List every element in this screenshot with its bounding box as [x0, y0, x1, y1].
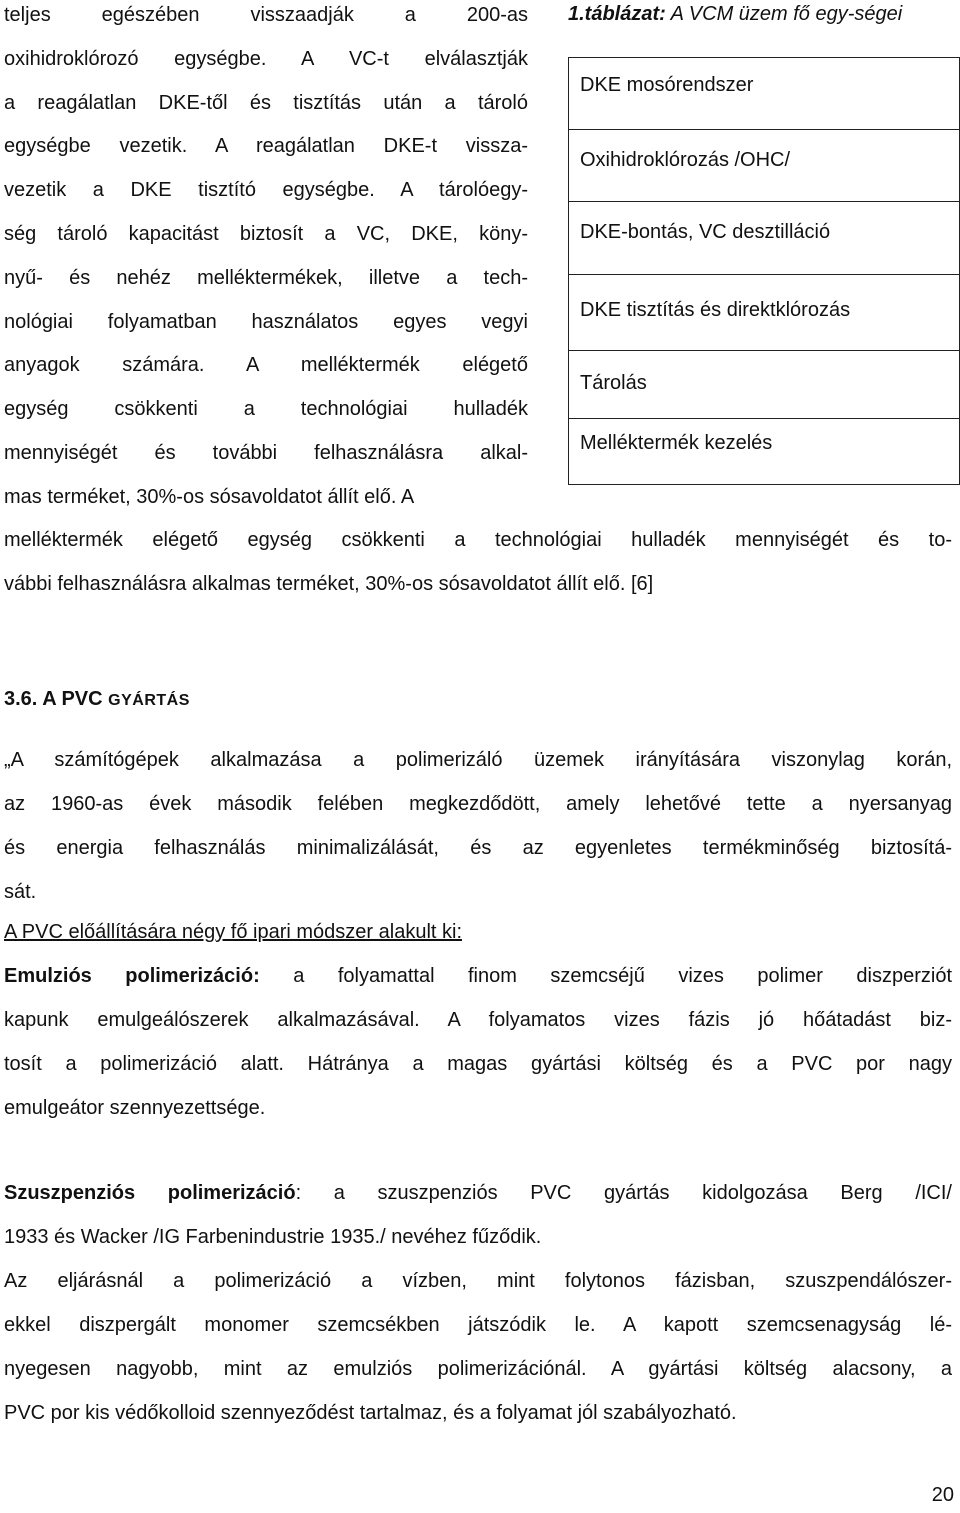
section-title: A PVC [42, 688, 103, 710]
suspension-term: Szuszpenziós polimerizáció [4, 1182, 296, 1204]
emulsion-first-line: a folyamattal finom szemcséjű vizes polimer diszperziót [259, 965, 952, 987]
text-line: teljes egészében visszaadják a 200-as [4, 4, 528, 26]
text-line: „A számítógépek alkalmazása a polimerizáló üzemek irányítására viszonylag korán, [4, 749, 952, 771]
table-cell: Oxihidroklórozás /OHC/ [580, 149, 791, 171]
table-cell: DKE tisztítás és direktklórozás [580, 299, 851, 321]
table-caption-label: 1.táblázat: [568, 3, 666, 25]
text-line: sát. [4, 881, 37, 903]
text-line: vezetik a DKE tisztító egységbe. A tárolóegy- [4, 179, 528, 202]
text-line: a reagálatlan DKE-től és tisztítás után a tároló [4, 91, 528, 114]
text-line: az 1960-as évek második felében megkezdődött, amely lehetővé tette a nyersanyag [4, 793, 952, 815]
left-paragraph [4, 0, 528, 526]
text-line: anyagok számára. A melléktermék elégető [4, 354, 528, 377]
text-line: és energia felhasználás minimalizálását, és az egyenletes termékminőség biztosítá- [4, 837, 952, 859]
text-line: mennyiségét és további felhasználásra alkal- [4, 441, 528, 464]
text-line: PVC por kis védőkolloid szennyeződést tartalmaz, és a folyamat jól szabályozható. [4, 1402, 737, 1424]
text-line: nológiai folyamatban használatos egyes vegyi [4, 310, 528, 333]
text-line: melléktermék elégető egység csökkenti a technológiai hulladék mennyiségét és to- [4, 529, 952, 551]
suspension-first-line: : a szuszpenziós PVC gyártás kidolgozása Berg /ICI/ [295, 1182, 952, 1204]
text-line: nyegesen nagyobb, mint az emulziós polimerizációnál. A gyártási költség alacsony, a [4, 1358, 952, 1380]
table-row [568, 350, 960, 418]
text-line [4, 1178, 952, 1222]
text-line: ekkel diszpergált monomer szemcsékben játszódik le. A kapott szemcsenagyság lé- [4, 1314, 952, 1336]
table-row [568, 274, 960, 350]
page-number: 20 [931, 1484, 954, 1506]
suspension-paragraph [4, 1178, 952, 1442]
table-row [568, 418, 960, 485]
vcm-units-table [568, 57, 960, 485]
text-line: mas terméket, 30%-os sósavoldatot állít elő. A [4, 485, 415, 508]
text-line [4, 961, 952, 1005]
methods-heading [4, 917, 952, 961]
continuation-paragraph [4, 525, 952, 613]
text-line: egység csökkenti a technológiai hulladék [4, 398, 528, 421]
text-line: vábbi felhasználásra alkalmas terméket, 30%-os sósavoldatot állít elő. [6] [4, 573, 654, 595]
text-line: Az eljárásnál a polimerizáció a vízben, mint folytonos fázisban, szuszpendálószer- [4, 1270, 952, 1292]
text-line: tosít a polimerizáció alatt. Hátránya a magas gyártási költség és a PVC por nagy [4, 1053, 952, 1075]
text-line: 1933 és Wacker /IG Farbenindustrie 1935./ nevéhez fűződik. [4, 1226, 542, 1248]
text-line: emulgeátor szennyezettsége. [4, 1097, 266, 1119]
section-heading [4, 688, 190, 711]
table-cell: Melléktermék kezelés [580, 431, 773, 454]
table-row [568, 201, 960, 274]
table-cell: DKE mosórendszer [580, 73, 754, 96]
table-row [568, 57, 960, 129]
table-cell: Tárolás [580, 372, 647, 394]
emulsion-term: Emulziós polimerizáció: [4, 965, 260, 987]
methods-heading-text: A PVC előállítására négy fő ipari módszer alakult ki: [4, 921, 462, 943]
text-line: ség tároló kapacitást biztosít a VC, DKE, köny- [4, 222, 528, 245]
emulsion-paragraph [4, 961, 952, 1137]
intro-paragraph [4, 745, 952, 921]
table-row [568, 129, 960, 201]
text-line: kapunk emulgeálószerek alkalmazásával. A folyamatos vizes fázis jó hőátadást biz- [4, 1009, 952, 1031]
section-title-small: GYÁRTÁS [108, 692, 190, 709]
text-line: nyű- és nehéz melléktermékek, illetve a tech- [4, 266, 528, 289]
text-line: egységbe vezetik. A reagálatlan DKE-t vissza- [4, 135, 528, 158]
section-number: 3.6. [4, 688, 38, 710]
text-line: oxihidroklórozó egységbe. A VC-t elválasztják [4, 47, 528, 70]
table-cell: DKE-bontás, VC desztilláció [580, 220, 831, 243]
table-caption [568, 2, 948, 27]
table-caption-text: A VCM üzem fő egy-ségei [665, 3, 903, 25]
